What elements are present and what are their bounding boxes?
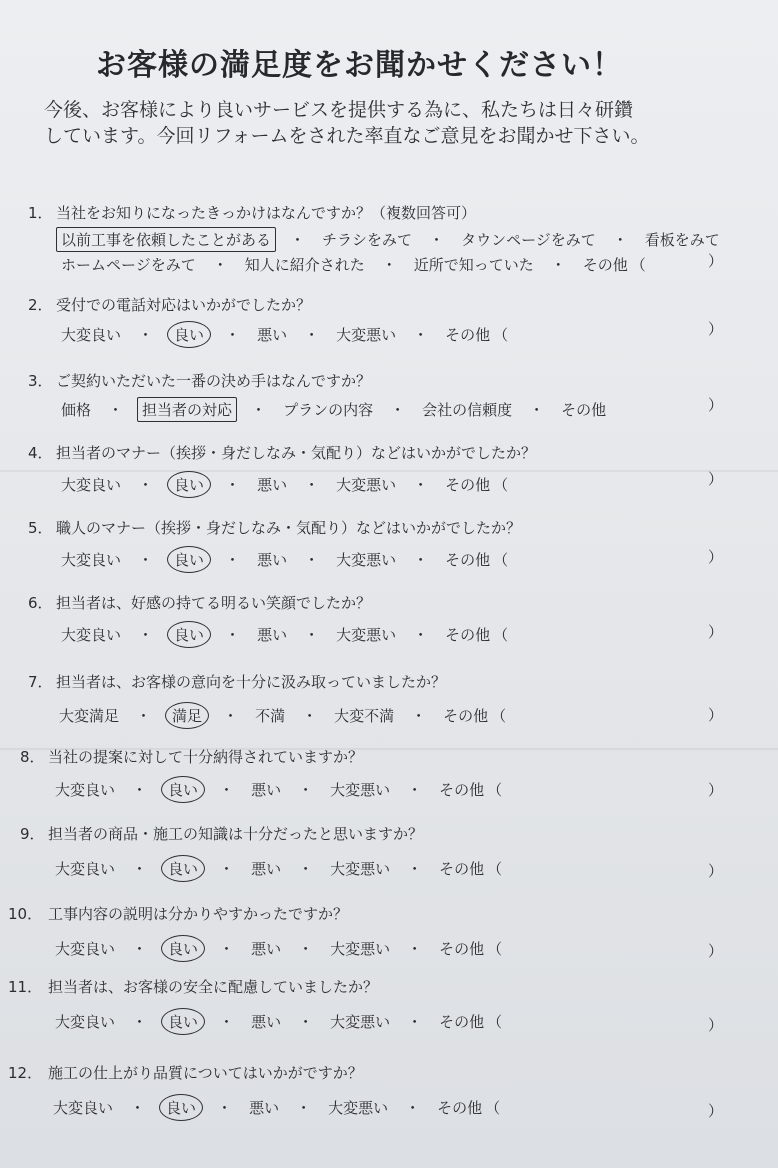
- question-number: 11．: [8, 978, 43, 996]
- question-6: [28, 592, 371, 613]
- question-6-options: [58, 621, 508, 648]
- paren-close: ）: [708, 1016, 724, 1034]
- option-very-good[interactable]: 大変良い: [55, 781, 116, 799]
- question-12: [8, 1062, 363, 1083]
- separator: ・: [225, 551, 241, 569]
- separator: ・: [381, 256, 397, 274]
- option-dissatisfied[interactable]: 不満: [255, 707, 286, 725]
- separator: ・: [138, 626, 154, 644]
- paren-open: （: [487, 860, 503, 878]
- paren-close: ）: [708, 320, 724, 338]
- paren-open: （: [487, 940, 503, 958]
- separator: ・: [302, 707, 318, 725]
- option-very-good[interactable]: 大変良い: [61, 551, 122, 569]
- option-signboard[interactable]: 看板をみて: [644, 231, 720, 249]
- separator: ・: [612, 231, 628, 249]
- option-very-good[interactable]: 大変良い: [61, 476, 122, 494]
- question-5: [28, 517, 521, 538]
- question-text: 担当者は、お客様の意向を十分に汲み取っていましたか？: [56, 673, 447, 691]
- question-2: [28, 294, 311, 315]
- separator: ・: [429, 231, 445, 249]
- separator: ・: [217, 1099, 233, 1117]
- paren-close: ）: [708, 1102, 724, 1120]
- question-1-options-row2: [58, 253, 646, 276]
- option-very-bad[interactable]: 大変悪い: [330, 860, 391, 878]
- option-very-bad[interactable]: 大変悪い: [336, 326, 397, 344]
- option-bad[interactable]: 悪い: [251, 1013, 282, 1031]
- separator: ・: [298, 940, 314, 958]
- separator: ・: [225, 326, 241, 344]
- question-text: 担当者は、お客様の安全に配慮していましたか？: [48, 978, 379, 996]
- option-previous-work[interactable]: 以前工事を依頼したことがある: [56, 227, 276, 252]
- question-8-options: [52, 776, 502, 803]
- question-text: 当社をお知りになったきっかけはなんですか？（複数回答可）: [56, 204, 477, 222]
- option-good[interactable]: 良い: [167, 321, 211, 348]
- separator: ・: [225, 626, 241, 644]
- question-number: 1．: [28, 204, 53, 222]
- separator: ・: [132, 1013, 148, 1031]
- option-very-good[interactable]: 大変良い: [55, 940, 116, 958]
- option-homepage[interactable]: ホームページをみて: [61, 256, 196, 274]
- separator: ・: [138, 476, 154, 494]
- option-very-good[interactable]: 大変良い: [61, 626, 122, 644]
- question-11-options: [52, 1008, 502, 1035]
- separator: ・: [304, 326, 320, 344]
- question-text: 工事内容の説明は分かりやすかったですか？: [48, 905, 349, 923]
- question-10: [8, 903, 348, 924]
- option-bad[interactable]: 悪い: [257, 551, 288, 569]
- question-8: [20, 746, 363, 767]
- question-2-options: [58, 321, 508, 348]
- question-number: 2．: [28, 296, 53, 314]
- separator: ・: [219, 1013, 235, 1031]
- separator: ・: [219, 781, 235, 799]
- question-text: 受付での電話対応はいかがでしたか？: [56, 296, 312, 314]
- separator: ・: [251, 401, 267, 419]
- question-number: 5．: [28, 519, 53, 537]
- separator: ・: [411, 707, 427, 725]
- option-very-bad[interactable]: 大変悪い: [336, 476, 397, 494]
- option-bad[interactable]: 悪い: [251, 781, 282, 799]
- question-1: [28, 202, 476, 223]
- option-good[interactable]: 良い: [159, 1094, 203, 1121]
- option-townpage[interactable]: タウンページをみて: [461, 231, 596, 249]
- option-other[interactable]: その他: [439, 781, 485, 799]
- paren-close: ）: [708, 942, 724, 960]
- separator: ・: [219, 940, 235, 958]
- question-number: 10．: [8, 905, 43, 923]
- separator: ・: [413, 326, 429, 344]
- option-good[interactable]: 良い: [161, 1008, 205, 1035]
- separator: ・: [132, 781, 148, 799]
- question-11: [8, 976, 378, 997]
- paren-close: ）: [708, 781, 724, 799]
- separator: ・: [138, 326, 154, 344]
- question-5-options: [58, 546, 508, 573]
- intro-line-2: しています。今回リフォームをされた率直なご意見をお聞かせ下さい。: [44, 125, 650, 147]
- paren-open: （: [493, 551, 509, 569]
- separator: ・: [413, 476, 429, 494]
- intro-line-1: 今後、お客様により良いサービスを提供する為に、私たちは日々研鑽: [44, 99, 634, 121]
- question-number: 12．: [8, 1064, 43, 1082]
- paren-open: （: [630, 256, 646, 274]
- option-good[interactable]: 良い: [167, 621, 211, 648]
- intro-text: [44, 97, 744, 149]
- question-7-options: [56, 702, 506, 729]
- paren-close: ）: [708, 470, 724, 488]
- page-title: お客様の満足度をお聞かせください！: [96, 48, 623, 83]
- option-company-trust[interactable]: 会社の信頼度: [422, 401, 513, 419]
- question-number: 8．: [20, 748, 45, 766]
- paren-open: （: [487, 781, 503, 799]
- option-good[interactable]: 良い: [167, 471, 211, 498]
- option-price[interactable]: 価格: [61, 401, 92, 419]
- separator: ・: [390, 401, 406, 419]
- separator: ・: [298, 860, 314, 878]
- option-other[interactable]: その他: [437, 1099, 483, 1117]
- question-number: 4．: [28, 444, 53, 462]
- option-other[interactable]: その他: [445, 551, 491, 569]
- option-other[interactable]: その他: [445, 476, 491, 494]
- question-number: 3．: [28, 372, 53, 390]
- paren-open: （: [493, 476, 509, 494]
- question-3: [28, 370, 371, 391]
- option-bad[interactable]: 悪い: [251, 940, 282, 958]
- question-text: 担当者のマナー（挨拶・身だしなみ・気配り）などはいかがでしたか？: [56, 444, 537, 462]
- question-number: 9．: [20, 825, 45, 843]
- option-bad[interactable]: 悪い: [257, 326, 288, 344]
- option-very-dissatisfied[interactable]: 大変不満: [334, 707, 395, 725]
- separator: ・: [225, 476, 241, 494]
- separator: ・: [223, 707, 239, 725]
- separator: ・: [304, 551, 320, 569]
- option-bad[interactable]: 悪い: [257, 626, 288, 644]
- option-other[interactable]: その他: [439, 940, 485, 958]
- question-text: 職人のマナー（挨拶・身だしなみ・気配り）などはいかがでしたか？: [56, 519, 522, 537]
- separator: ・: [290, 231, 306, 249]
- paren-open: （: [487, 1013, 503, 1031]
- paren-open: （: [493, 626, 509, 644]
- option-very-bad[interactable]: 大変悪い: [328, 1099, 389, 1117]
- question-number: 6．: [28, 594, 53, 612]
- option-good[interactable]: 良い: [161, 935, 205, 962]
- paren-close: ）: [708, 623, 724, 641]
- option-other[interactable]: その他: [561, 401, 607, 419]
- separator: ・: [298, 781, 314, 799]
- question-1-options-row1: [56, 227, 723, 252]
- option-plan-content[interactable]: プランの内容: [283, 401, 374, 419]
- separator: ・: [132, 940, 148, 958]
- separator: ・: [108, 401, 124, 419]
- question-3-options: [58, 397, 609, 422]
- option-very-bad[interactable]: 大変悪い: [336, 551, 397, 569]
- question-text: 担当者の商品・施工の知識は十分だったと思いますか？: [48, 825, 424, 843]
- separator: ・: [298, 1013, 314, 1031]
- separator: ・: [219, 860, 235, 878]
- option-very-bad[interactable]: 大変悪い: [336, 626, 397, 644]
- paren-close: ）: [708, 396, 724, 414]
- question-9-options: [52, 855, 502, 882]
- option-bad[interactable]: 悪い: [251, 860, 282, 878]
- paren-close: ）: [708, 862, 724, 880]
- option-very-good[interactable]: 大変良い: [53, 1099, 114, 1117]
- question-4: [28, 442, 536, 463]
- option-good[interactable]: 良い: [167, 546, 211, 573]
- option-bad[interactable]: 悪い: [257, 476, 288, 494]
- question-text: 担当者は、好感の持てる明るい笑顔でしたか？: [56, 594, 372, 612]
- option-very-good[interactable]: 大変良い: [55, 1013, 116, 1031]
- option-other[interactable]: その他: [439, 1013, 485, 1031]
- paren-close: ）: [708, 252, 724, 270]
- option-other[interactable]: その他: [439, 860, 485, 878]
- option-very-good[interactable]: 大変良い: [61, 326, 122, 344]
- option-very-bad[interactable]: 大変悪い: [330, 940, 391, 958]
- separator: ・: [130, 1099, 146, 1117]
- question-number: 7．: [28, 673, 53, 691]
- option-staff-response[interactable]: 担当者の対応: [137, 397, 237, 422]
- paren-close: ）: [708, 706, 724, 724]
- separator: ・: [529, 401, 545, 419]
- separator: ・: [550, 256, 566, 274]
- question-4-options: [58, 471, 508, 498]
- option-other[interactable]: その他: [582, 256, 628, 274]
- option-satisfied[interactable]: 満足: [165, 702, 209, 729]
- separator: ・: [407, 1013, 423, 1031]
- separator: ・: [138, 551, 154, 569]
- option-very-satisfied[interactable]: 大変満足: [59, 707, 120, 725]
- question-10-options: [52, 935, 502, 962]
- option-other[interactable]: その他: [443, 707, 489, 725]
- option-very-good[interactable]: 大変良い: [55, 860, 116, 878]
- paren-close: ）: [708, 548, 724, 566]
- option-other[interactable]: その他: [445, 326, 491, 344]
- paren-open: （: [493, 326, 509, 344]
- separator: ・: [407, 781, 423, 799]
- separator: ・: [132, 860, 148, 878]
- option-good[interactable]: 良い: [161, 855, 205, 882]
- separator: ・: [405, 1099, 421, 1117]
- separator: ・: [407, 940, 423, 958]
- question-text: 施工の仕上がり品質についてはいかがですか？: [48, 1064, 363, 1082]
- paren-open: （: [485, 1099, 501, 1117]
- question-9: [20, 823, 423, 844]
- separator: ・: [413, 551, 429, 569]
- separator: ・: [407, 860, 423, 878]
- option-other[interactable]: その他: [445, 626, 491, 644]
- separator: ・: [212, 256, 228, 274]
- paren-open: （: [491, 707, 507, 725]
- option-flyer[interactable]: チラシをみて: [322, 231, 413, 249]
- option-bad[interactable]: 悪い: [249, 1099, 280, 1117]
- question-text: ご契約いただいた一番の決め手はなんですか？: [56, 372, 372, 390]
- separator: ・: [296, 1099, 312, 1117]
- separator: ・: [413, 626, 429, 644]
- option-referral[interactable]: 知人に紹介された: [244, 256, 365, 274]
- option-very-bad[interactable]: 大変悪い: [330, 1013, 391, 1031]
- separator: ・: [304, 626, 320, 644]
- option-good[interactable]: 良い: [161, 776, 205, 803]
- question-7: [28, 671, 446, 692]
- separator: ・: [304, 476, 320, 494]
- option-very-bad[interactable]: 大変悪い: [330, 781, 391, 799]
- option-neighborhood[interactable]: 近所で知っていた: [413, 256, 534, 274]
- question-text: 当社の提案に対して十分納得されていますか？: [48, 748, 364, 766]
- question-12-options: [50, 1094, 500, 1121]
- separator: ・: [136, 707, 152, 725]
